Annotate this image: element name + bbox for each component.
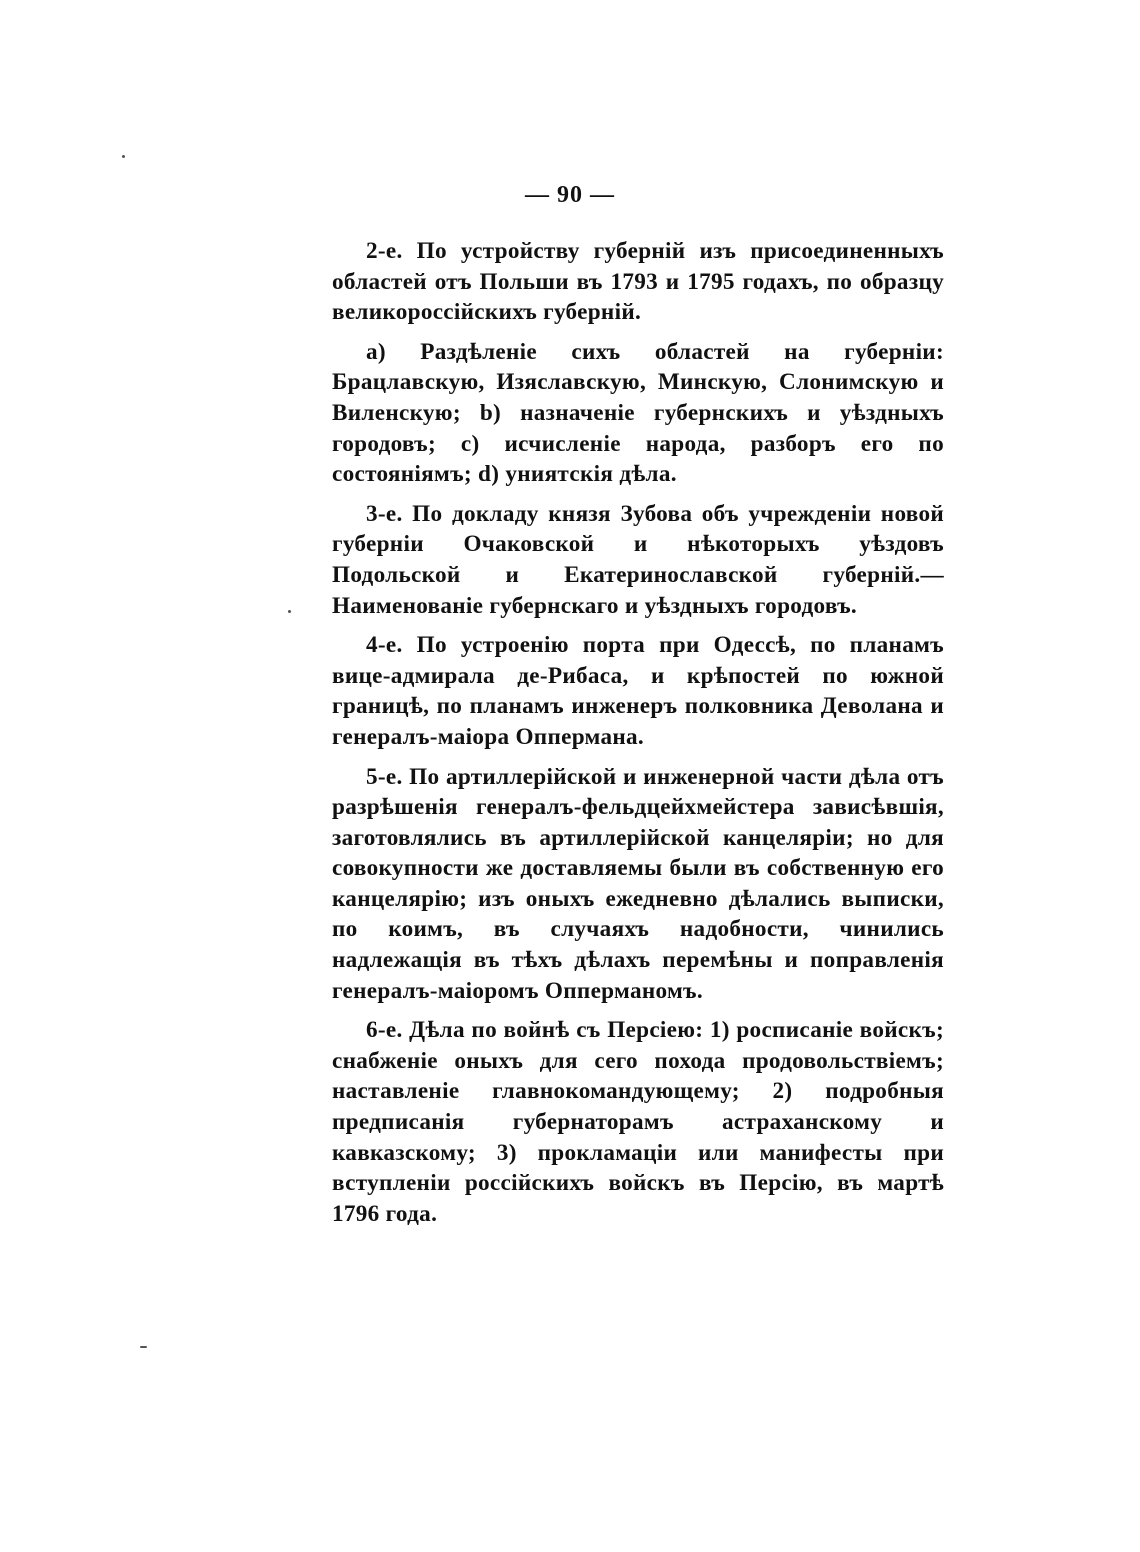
paragraph-4: 4-е. По устроенію порта при Одессѣ, по планамъ вице-адмирала де-Рибаса, и крѣпостей по южной границѣ, по планамъ инженеръ полковника Деволана и генералъ-маіора Оппермана. <box>332 632 944 750</box>
page-number: — 90 — <box>525 182 615 208</box>
paragraph-3: 3-е. По докладу князя Зубова объ учрежденіи новой губерніи Очаковской и нѣкоторыхъ уѣздовъ Подольской и Екатеринославской губерній.—Наименованіе губернскаго и уѣздныхъ городовъ. <box>332 500 944 619</box>
scan-speck <box>288 610 291 613</box>
scan-speck <box>122 155 125 158</box>
paragraph-6: 6-е. Дѣла по войнѣ съ Персіею: 1) росписаніе войскъ; снабженіе оныхъ для сего похода продовольствіемъ; наставленіе главнокомандующему; 2) подробныя предписанія губернаторамъ астраханскому и кавказскому; 3) прокламаціи или манифесты при вступленіи россійскихъ войскъ въ Персію, въ мартѣ 1796 года. <box>332 1017 944 1227</box>
paragraph-5: 5-е. По артиллерійской и инженерной части дѣла отъ разрѣшенія генералъ-фельдцейхмейстера зависѣвшія, заготовлялись въ артиллерійской канцеляріи; но для совокупности же доставляемы были въ собственную его канцелярію; изъ оныхъ ежедневно дѣлались выписки, по коимъ, въ случаяхъ надобности, чинились надлежащія въ тѣхъ дѣлахъ перемѣны и поправленія генералъ-маіоромъ Опперманомъ. <box>332 763 944 1004</box>
document-body <box>332 236 944 1238</box>
scan-speck <box>140 1346 147 1348</box>
paragraph-2: 2-е. По устройству губерній изъ присоединенныхъ областей отъ Польши въ 1793 и 1795 годахъ, по образцу великороссійскихъ губерній. <box>332 238 944 326</box>
paragraph-2-sub: а) Раздѣленіе сихъ областей на губерніи: Брацлавскую, Изяславскую, Минскую, Слонимскую и Виленскую; b) назначеніе губернскихъ и уѣздныхъ городовъ; с) исчисленіе народа, разборъ его по состояніямъ; d) униятскія дѣла. <box>332 338 944 488</box>
